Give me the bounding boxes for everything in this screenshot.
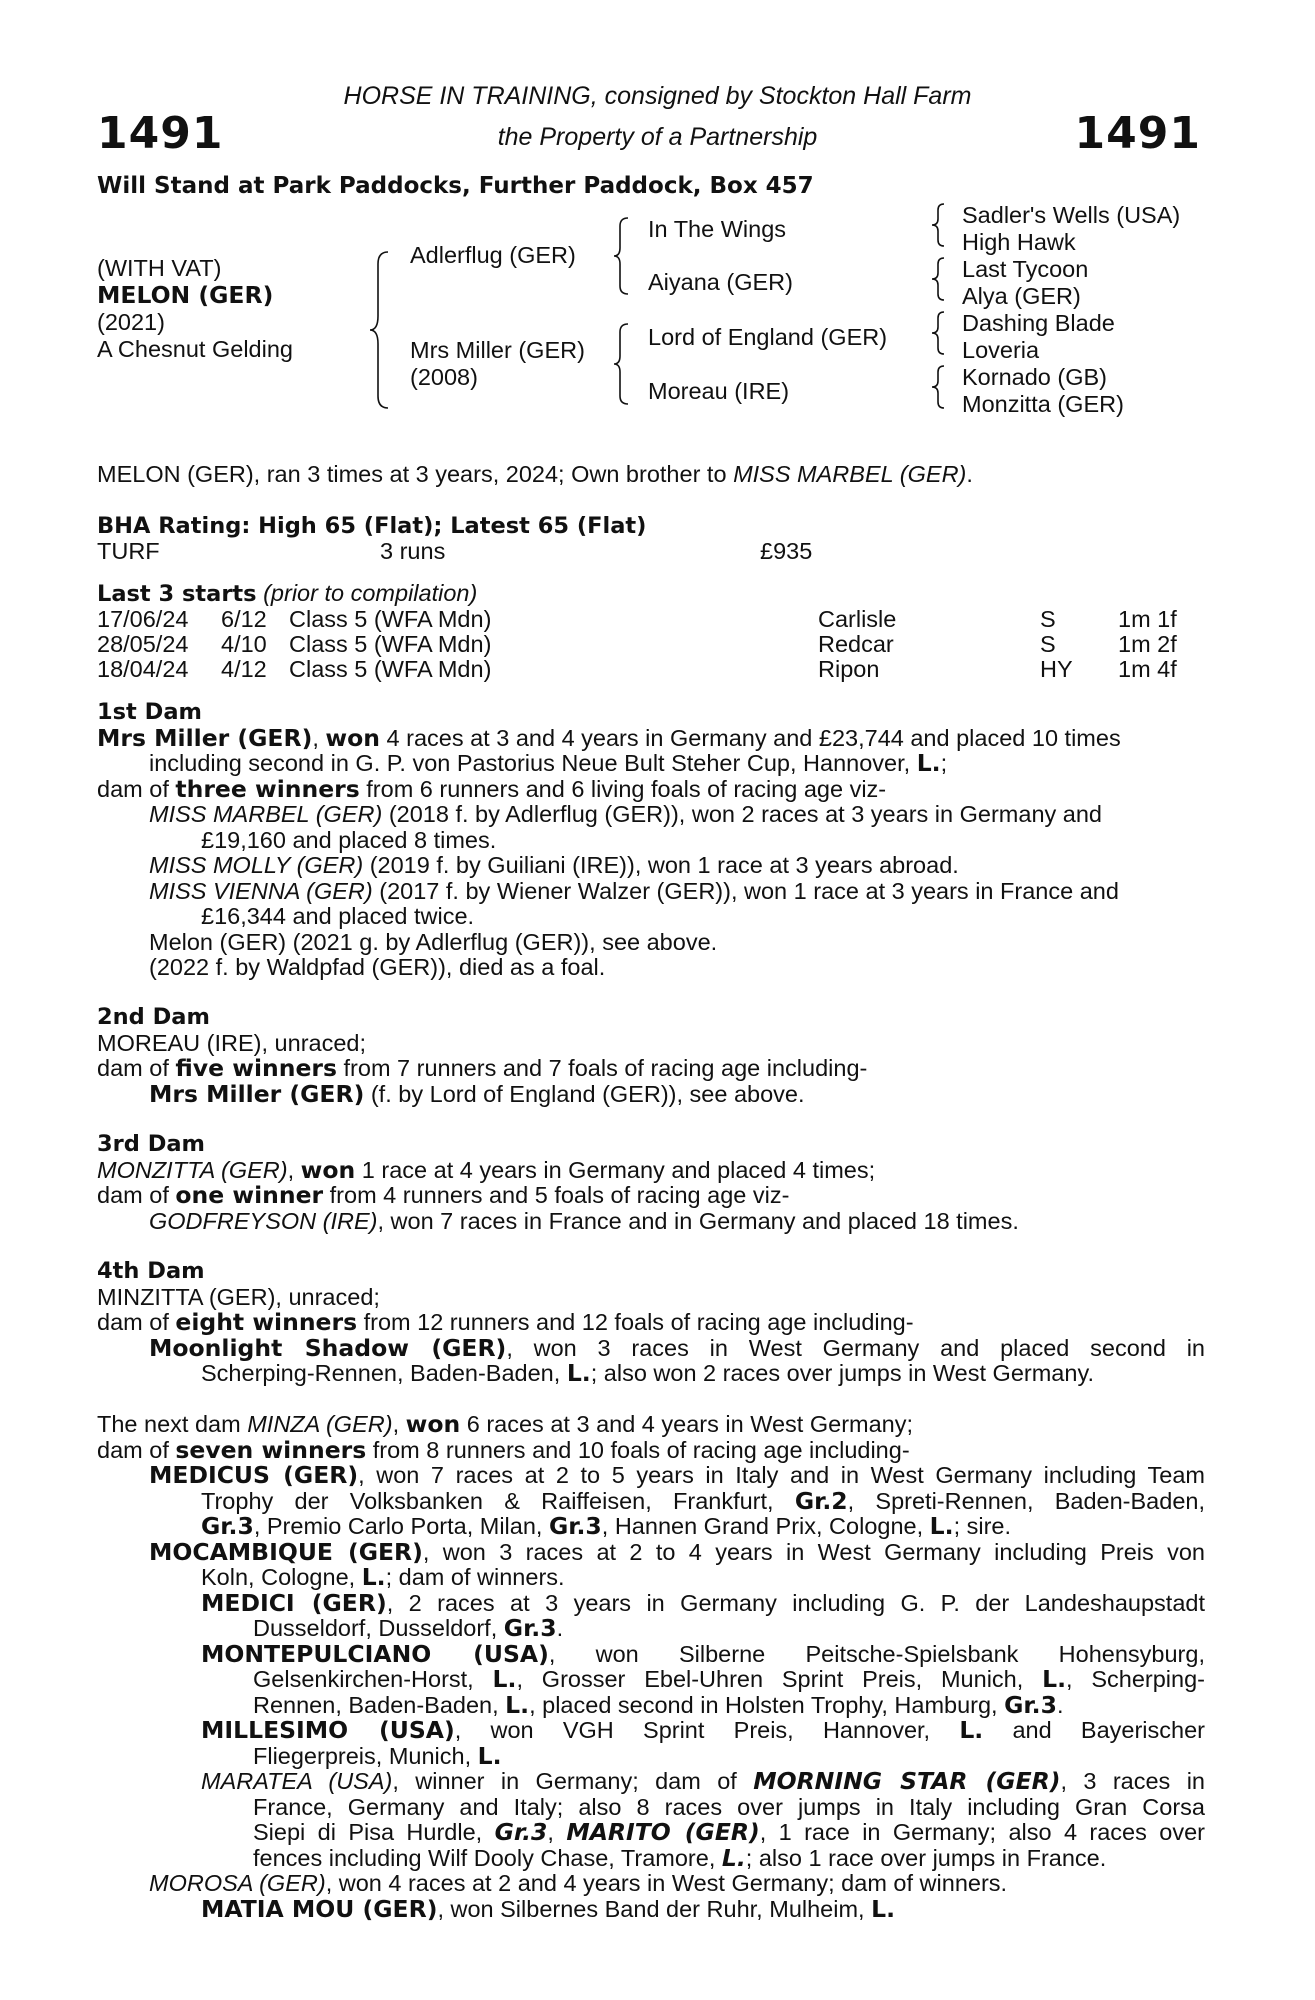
section-heading: 3rd Dam bbox=[97, 1131, 205, 1157]
list-item-continuation: Trophy der Volksbanken & Raiffeisen, Frankfurt, Gr.2, Spreti-Rennen, Baden-Baden, bbox=[201, 1486, 1205, 1515]
pedigree-brace-main bbox=[368, 250, 392, 410]
horse-name: MELON (GER) bbox=[97, 281, 274, 309]
fourth-dam-section bbox=[97, 1259, 1205, 1387]
vat-note: (WITH VAT) bbox=[97, 255, 222, 281]
list-item: MILLESIMO (USA), won VGH Sprint Preis, Hannover, L. and Bayerischer bbox=[201, 1716, 1205, 1744]
start-date: 18/04/24 bbox=[97, 656, 189, 682]
rating-surface: TURF bbox=[97, 538, 160, 564]
list-item: MOCAMBIQUE (GER), won 3 races at 2 to 4 years in West Germany including Preis von bbox=[149, 1537, 1205, 1566]
start-class: Class 5 (WFA Mdn) bbox=[289, 606, 492, 632]
horse-year: (2021) bbox=[97, 309, 165, 335]
section-heading: 1st Dam bbox=[97, 699, 202, 725]
next-dam-line-1: The next dam MINZA (GER), won 6 races at 3 and 4 years in West Germany; bbox=[97, 1410, 914, 1438]
third-dam-line-1: MONZITTA (GER), won 1 race at 4 years in Germany and placed 4 times; bbox=[97, 1155, 876, 1184]
dam-year: (2008) bbox=[410, 364, 478, 390]
list-item: MEDICI (GER), 2 races at 3 years in Germany including G. P. der Landeshaupstadt bbox=[201, 1588, 1205, 1617]
sire-sire: In The Wings bbox=[648, 216, 787, 242]
pedigree-brace-sire bbox=[612, 216, 632, 296]
horse-description: A Chesnut Gelding bbox=[97, 336, 293, 362]
section-heading: 4th Dam bbox=[97, 1258, 205, 1284]
g3-ancestor-4: Alya (GER) bbox=[962, 283, 1081, 309]
start-course: Ripon bbox=[818, 656, 880, 682]
start-distance: 1m 4f bbox=[1118, 656, 1177, 682]
list-item: MOROSA (GER), won 4 races at 2 and 4 years in West Germany; dam of winners. bbox=[149, 1870, 1008, 1896]
start-class: Class 5 (WFA Mdn) bbox=[289, 631, 492, 657]
list-item: (2022 f. by Waldpfad (GER)), died as a foal. bbox=[149, 954, 606, 980]
list-item: MATIA MOU (GER), won Silbernes Band der Ruhr, Mulheim, L. bbox=[201, 1894, 896, 1923]
start-date: 28/05/24 bbox=[97, 631, 189, 657]
rating-prize: £935 bbox=[760, 538, 813, 564]
start-position: 6/12 bbox=[221, 606, 267, 632]
start-distance: 1m 1f bbox=[1118, 606, 1177, 632]
second-dam-section bbox=[97, 1005, 1205, 1107]
list-item: MISS VIENNA (GER) (2017 f. by Wiener Walzer (GER)), won 1 race at 3 years in France and bbox=[149, 877, 1119, 904]
fourth-dam-produce-summary: dam of eight winners from 12 runners and 12 foals of racing age including- bbox=[97, 1308, 914, 1336]
g3-ancestor-1: Sadler's Wells (USA) bbox=[962, 202, 1181, 228]
bha-rating-title: BHA Rating: High 65 (Flat); Latest 65 (Flat) bbox=[97, 513, 647, 539]
pedigree-brace-g4 bbox=[930, 364, 948, 410]
next-dam-section bbox=[97, 1412, 1205, 1922]
list-item-continuation: Gelsenkirchen-Horst, L., Grosser Ebel-Uhren Sprint Preis, Munich, L., Scherping- bbox=[253, 1665, 1205, 1693]
list-item-continuation: Siepi di Pisa Hurdle, Gr.3, MARITO (GER), 1 race in Germany; also 4 races over bbox=[253, 1818, 1205, 1846]
start-date: 17/06/24 bbox=[97, 606, 189, 632]
dam-dam: Moreau (IRE) bbox=[648, 378, 790, 404]
rating-runs: 3 runs bbox=[380, 538, 446, 564]
list-item: MISS MOLLY (GER) (2019 f. by Guiliani (IRE)), won 1 race at 3 years abroad. bbox=[149, 852, 959, 878]
sire-name: Adlerflug (GER) bbox=[410, 242, 576, 268]
third-dam-produce-summary: dam of one winner from 4 runners and 5 foals of racing age viz- bbox=[97, 1181, 790, 1209]
list-item-continuation: £19,160 and placed 8 times. bbox=[201, 826, 497, 853]
list-item: MEDICUS (GER), won 7 races at 2 to 5 years in Italy and in West Germany including Team bbox=[149, 1461, 1205, 1489]
sire-dam: Aiyana (GER) bbox=[648, 269, 793, 295]
pedigree-brace-g3 bbox=[930, 310, 948, 356]
list-item-continuation: Dusseldorf, Dusseldorf, Gr.3. bbox=[253, 1614, 564, 1642]
g3-ancestor-2: High Hawk bbox=[962, 229, 1076, 255]
list-item-continuation: Scherping-Rennen, Baden-Baden, L.; also won 2 races over jumps in West Germany. bbox=[201, 1359, 1094, 1387]
consignor-line: HORSE IN TRAINING, consigned by Stockton Hall Farm bbox=[343, 82, 972, 110]
fourth-dam-line-1: MINZITTA (GER), unraced; bbox=[97, 1283, 380, 1310]
first-dam-line-2: including second in G. P. von Pastorius Neue Bult Steher Cup, Hannover, L.; bbox=[149, 749, 948, 777]
pedigree-brace-dam bbox=[612, 322, 632, 406]
first-dam-line-1: Mrs Miller (GER), won 4 races at 3 and 4 years in Germany and £23,744 and placed 10 times bbox=[97, 723, 1121, 752]
g3-ancestor-5: Dashing Blade bbox=[962, 310, 1115, 336]
property-line: the Property of a Partnership bbox=[497, 123, 818, 151]
start-distance: 1m 2f bbox=[1118, 631, 1177, 657]
start-going: S bbox=[1040, 631, 1056, 657]
start-course: Carlisle bbox=[818, 606, 897, 632]
list-item: Moonlight Shadow (GER), won 3 races in West Germany and placed second in bbox=[149, 1333, 1205, 1362]
list-item-continuation: fences including Wilf Dooly Chase, Tramore, L.; also 1 race over jumps in France. bbox=[253, 1843, 1107, 1872]
second-dam-produce-summary: dam of five winners from 7 runners and 7 foals of racing age including- bbox=[97, 1054, 868, 1082]
g3-ancestor-6: Loveria bbox=[962, 337, 1040, 363]
section-heading: 2nd Dam bbox=[97, 1004, 210, 1030]
pedigree-brace-g2 bbox=[930, 256, 948, 302]
lot-number-left: 1491 bbox=[97, 108, 224, 159]
list-item: MISS MARBEL (GER) (2018 f. by Adlerflug (GER)), won 2 races at 3 years in Germany and bbox=[149, 801, 1102, 827]
list-item: MONTEPULCIANO (USA), won Silberne Peitsche-Spielsbank Hohensyburg, bbox=[201, 1639, 1205, 1668]
last-starts-title: Last 3 starts (prior to compilation) bbox=[97, 580, 478, 607]
g3-ancestor-8: Monzitta (GER) bbox=[962, 391, 1124, 417]
list-item: Melon (GER) (2021 g. by Adlerflug (GER)), see above. bbox=[149, 928, 718, 955]
list-item: GODFREYSON (IRE), won 7 races in France and in Germany and placed 18 times. bbox=[149, 1207, 1019, 1234]
start-course: Redcar bbox=[818, 631, 894, 657]
start-class: Class 5 (WFA Mdn) bbox=[289, 656, 492, 682]
first-dam-produce-summary: dam of three winners from 6 runners and 6 living foals of racing age viz- bbox=[97, 774, 887, 803]
dam-name: Mrs Miller (GER) bbox=[410, 337, 585, 363]
start-going: S bbox=[1040, 606, 1056, 632]
list-item-continuation: Rennen, Baden-Baden, L., placed second in Holsten Trophy, Hamburg, Gr.3. bbox=[253, 1690, 1064, 1719]
start-position: 4/12 bbox=[221, 656, 267, 682]
dam-sire: Lord of England (GER) bbox=[648, 324, 888, 350]
pedigree-brace-g1 bbox=[930, 202, 948, 248]
list-item-continuation: Koln, Cologne, L.; dam of winners. bbox=[201, 1563, 565, 1591]
first-dam-section bbox=[97, 700, 1205, 981]
g3-ancestor-7: Kornado (GB) bbox=[962, 364, 1107, 390]
list-item-continuation: Fliegerpreis, Munich, L. bbox=[253, 1741, 502, 1770]
stabling-line: Will Stand at Park Paddocks, Further Paddock, Box 457 bbox=[97, 173, 814, 199]
list-item-continuation: £16,344 and placed twice. bbox=[201, 903, 475, 929]
next-dam-produce-summary: dam of seven winners from 8 runners and 10 foals of racing age including- bbox=[97, 1435, 910, 1464]
list-item-continuation: France, Germany and Italy; also 8 races over jumps in Italy including Gran Corsa bbox=[253, 1793, 1205, 1820]
start-going: HY bbox=[1040, 656, 1073, 682]
list-item: MARATEA (USA), winner in Germany; dam of MORNING STAR (GER), 3 races in bbox=[201, 1767, 1205, 1795]
list-item-continuation: Gr.3, Premio Carlo Porta, Milan, Gr.3, Hannen Grand Prix, Cologne, L.; sire. bbox=[201, 1512, 1012, 1540]
start-position: 4/10 bbox=[221, 631, 267, 657]
race-summary: MELON (GER), ran 3 times at 3 years, 2024; Own brother to MISS MARBEL (GER). bbox=[97, 461, 973, 487]
third-dam-section bbox=[97, 1132, 1205, 1234]
list-item: Mrs Miller (GER) (f. by Lord of England (GER)), see above. bbox=[149, 1079, 805, 1108]
lot-number-right: 1491 bbox=[1074, 108, 1201, 159]
second-dam-line-1: MOREAU (IRE), unraced; bbox=[97, 1029, 367, 1056]
g3-ancestor-3: Last Tycoon bbox=[962, 256, 1089, 282]
